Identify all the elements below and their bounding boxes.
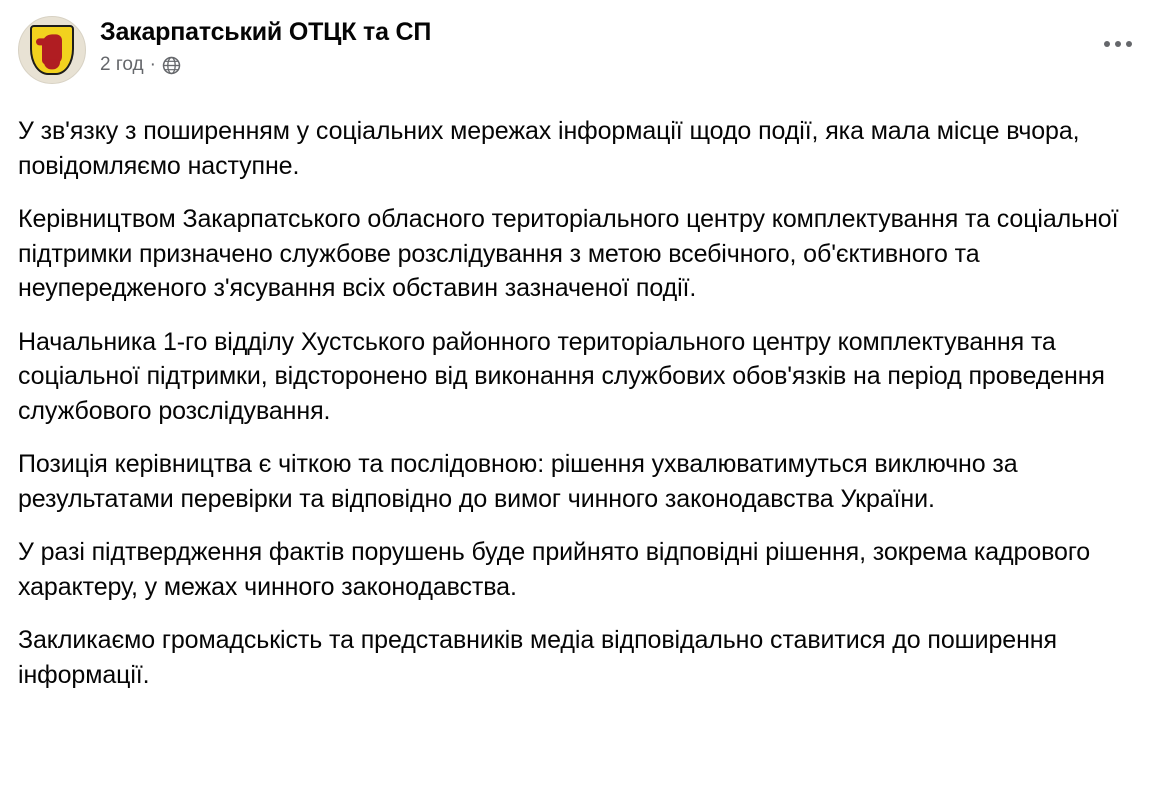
meta-separator: ·	[149, 53, 156, 75]
ellipsis-dot	[1104, 41, 1110, 47]
post-paragraph: Закликаємо громадськість та представників медіа відповідально ставитися до поширення інформації.	[18, 626, 1057, 689]
post-header	[18, 14, 1140, 92]
ellipsis-icon[interactable]	[1098, 30, 1138, 58]
avatar[interactable]	[18, 16, 86, 84]
post-paragraph: У зв'язку з поширенням у соціальних мережах інформації щодо події, яка мала місце вчора, повідомляємо наступне.	[18, 117, 1080, 180]
post-paragraph: Керівництвом Закарпатського обласного територіального центру комплектування та соціальної підтримки призначено службове розслідування з метою всебічного, об'єктивного та неупередженого з'ясування всіх обставин зазначеної події.	[18, 205, 1119, 302]
ellipsis-dot	[1126, 41, 1132, 47]
post-timestamp[interactable]: 2 год	[100, 53, 144, 75]
post-paragraph: Начальника 1-го відділу Хустського районного територіального центру комплектування та соціальної підтримки, відсторонено від виконання службових обов'язків на період проведення службового розслідування.	[18, 327, 1105, 425]
page-name[interactable]: Закарпатський ОТЦК та СП	[100, 18, 432, 46]
globe-icon[interactable]	[162, 56, 181, 75]
bear-emblem-icon	[42, 34, 62, 64]
post-paragraph: У разі підтвердження фактів порушень буде прийнято відповідні рішення, зокрема кадрового характеру, у межах чинного законодавства.	[18, 538, 1091, 601]
ellipsis-dot	[1115, 41, 1121, 47]
post-meta	[100, 54, 431, 76]
coat-of-arms-shield-icon	[30, 25, 74, 75]
post-text	[18, 114, 1140, 692]
post-paragraph: Позиція керівництва є чіткою та послідовною: рішення ухвалюватимуться виключно за результатами перевірки та відповідно до вимог чинного законодавства України.	[18, 450, 1018, 513]
post-author-block	[100, 14, 431, 76]
